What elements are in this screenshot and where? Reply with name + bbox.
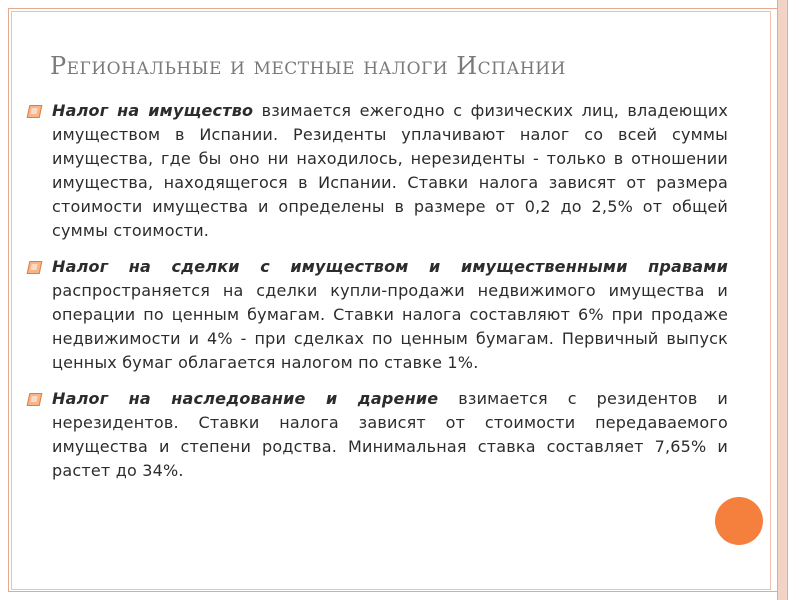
bullet-item-property-tax: [28, 99, 728, 243]
tax-term: Налог на имущество: [52, 101, 254, 120]
tax-term: Налог на сделки с имуществом и имущественными правами: [52, 257, 728, 276]
bullet-text: [52, 255, 728, 375]
bullet-text: [52, 99, 728, 243]
tax-term: Налог на наследование и дарение: [52, 389, 439, 408]
bullet-icon: [27, 261, 43, 274]
bullet-item-inheritance-tax: [28, 387, 728, 483]
side-decoration-strip: [777, 0, 788, 600]
bullet-text: [52, 387, 728, 483]
bullet-icon: [27, 393, 43, 406]
decorative-circle: [715, 497, 763, 545]
tax-description: взимается с резидентов и нерезидентов. Ставки налога зависят от стоимости передаваемого имущества и степени родства. Минимальная ставка составляет 7,65% и растет до 34%.: [52, 389, 728, 480]
bullet-icon: [27, 105, 43, 118]
tax-description: взимается ежегодно с физических лиц, владеющих имуществом в Испании. Резиденты уплачивают налог со всей суммы имущества, где бы оно ни находилось, нерезиденты - только в отношении имущества, находящегося в Испании. Ставки налога зависят от размера стоимости имущества и определены в размере от 0,2 до 2,5% от общей суммы стоимости.: [52, 101, 729, 240]
tax-description: распространяется на сделки купли-продажи недвижимого имущества и операции по ценным бумагам. Ставки налога составляют 6% при продаже недвижимости и 4% - при сделках по ценным бумагам. Первичный выпуск ценных бумаг облагается налогом по ставке 1%.: [52, 281, 728, 372]
slide-title: Региональные и местные налоги Испании: [50, 52, 566, 80]
bullet-item-transaction-tax: [28, 255, 728, 375]
bullet-list: [28, 99, 728, 495]
